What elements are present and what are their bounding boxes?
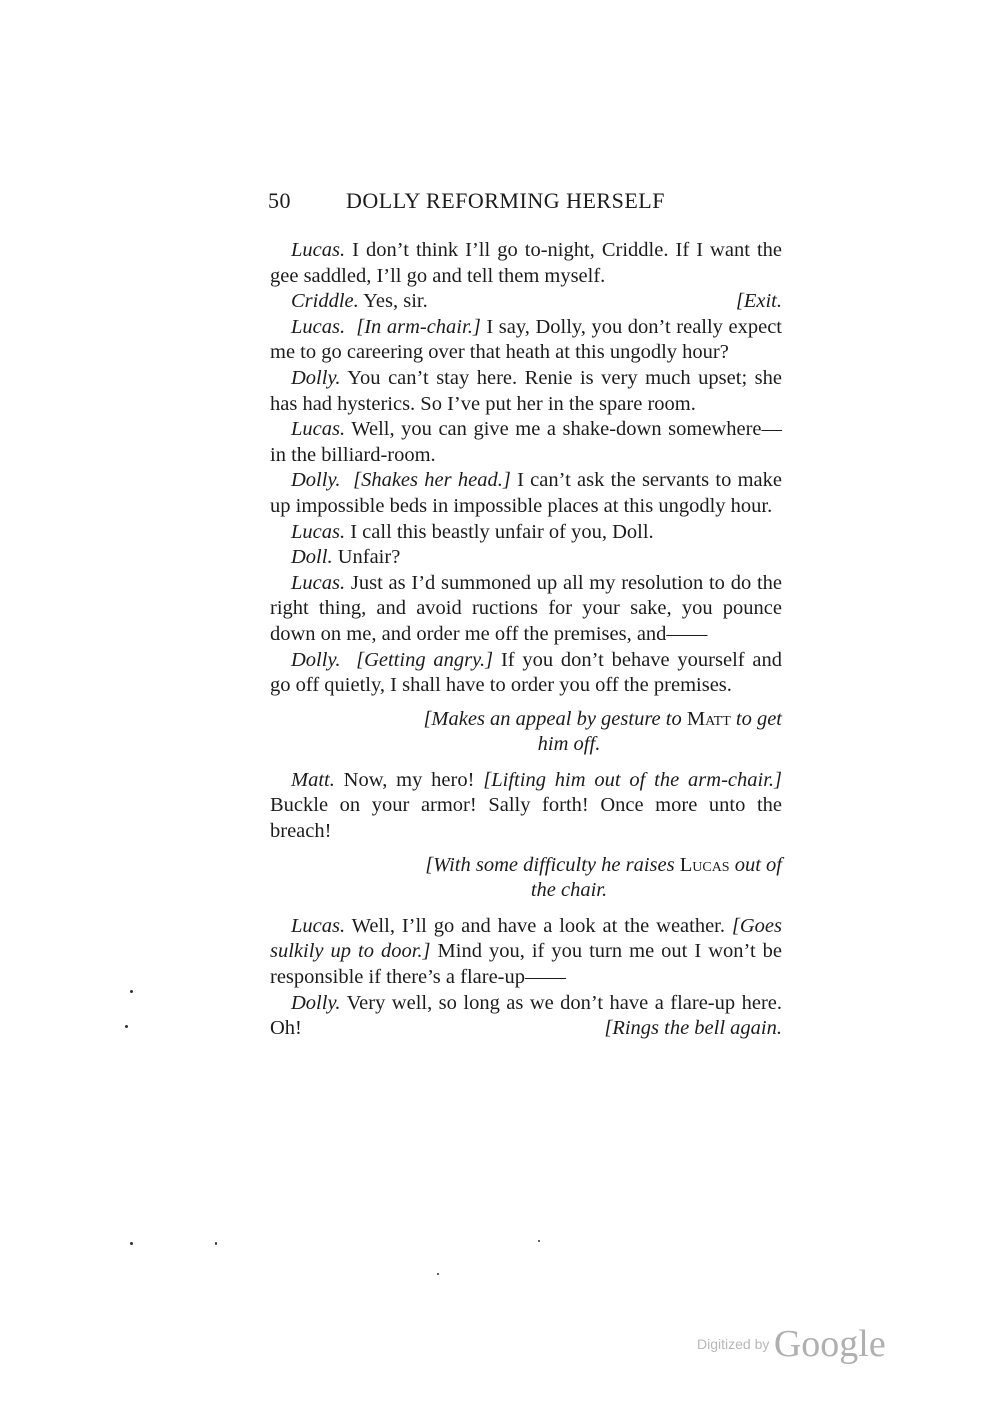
stage-direction-text: to get — [730, 707, 782, 730]
dialogue-line — [270, 914, 782, 991]
dialogue-text: Buckle on your armor! Sally forth! Once more unto the breach! — [270, 794, 782, 843]
speaker-name: Lucas. — [291, 315, 346, 338]
running-title: DOLLY REFORMING HERSELF — [346, 188, 665, 213]
speaker-name: Dolly. — [291, 366, 341, 389]
character-name: Lucas — [679, 853, 730, 876]
stage-direction-block — [356, 853, 782, 904]
page-number: 50 — [268, 188, 291, 213]
stage-direction: [Getting angry.] — [356, 648, 494, 671]
character-name: Matt — [686, 707, 731, 730]
speaker-name: Matt. — [291, 768, 335, 791]
dialogue-text: Now, my hero! — [334, 768, 484, 791]
dialogue-text: Mind you, if you turn me out I won’t be responsible if there’s a flare-up—— — [270, 940, 782, 989]
stage-direction: [Rings the bell again. — [604, 1017, 782, 1040]
dialogue-line — [270, 991, 782, 1042]
stage-direction-line — [356, 853, 782, 879]
scan-speck — [125, 1025, 128, 1028]
dialogue-line — [270, 520, 782, 546]
digitized-watermark — [697, 1322, 886, 1366]
scan-speck — [437, 1273, 439, 1275]
dialogue-text: Yes, sir. — [358, 290, 428, 313]
stage-direction-text: [Makes an appeal by gesture to — [423, 707, 687, 730]
stage-direction: [Exit. — [735, 290, 782, 313]
stage-direction-text: [With some difficulty he raises — [425, 853, 680, 876]
dialogue-text: If you don’t behave yourself and go off quietly, I shall have to order you off the premises. — [270, 648, 782, 697]
stage-direction: [Lifting him out of the arm-chair.] — [483, 768, 782, 791]
dialogue-line — [270, 768, 782, 845]
scan-speck — [538, 1240, 540, 1242]
stage-direction-line — [356, 707, 782, 733]
dialogue-text: Unfair? — [332, 546, 401, 569]
speaker-name: Doll. — [291, 546, 333, 569]
speaker-name: Dolly. — [291, 648, 341, 671]
dialogue-line — [270, 366, 782, 417]
stage-direction-text: out of — [729, 853, 782, 876]
dialogue-text: I don’t think I’ll go to-night, Criddle. If I want the gee saddled, I’ll go and tell them myself. — [270, 239, 782, 287]
speaker-name: Criddle. — [291, 290, 359, 313]
scan-speck — [130, 990, 133, 993]
dialogue-line — [270, 468, 782, 519]
dialogue-line — [270, 648, 782, 699]
speaker-name: Lucas. — [291, 418, 346, 441]
dialogue-line — [270, 417, 782, 468]
speaker-name: Lucas. — [291, 914, 346, 937]
scan-speck — [130, 1242, 133, 1245]
play-text — [270, 238, 782, 1042]
dialogue-line — [270, 315, 782, 366]
dialogue-text: I call this beastly unfair of you, Doll. — [345, 520, 654, 543]
speaker-name: Lucas. — [291, 520, 346, 543]
dialogue-text: You can’t stay here. Renie is very much upset; she has had hysterics. So I’ve put her in the spare room. — [270, 366, 782, 415]
stage-direction-block — [356, 707, 782, 758]
speaker-name: Dolly. — [291, 469, 341, 492]
stage-direction: [Shakes her head.] — [353, 469, 511, 492]
dialogue-text: Just as I’d summoned up all my resolution to do the right thing, and avoid ructions for your sake, you pounce down on me, and order me off the premises, and—— — [270, 571, 782, 645]
dialogue-line — [270, 238, 782, 289]
running-header — [268, 188, 783, 218]
speaker-name: Lucas. — [291, 239, 346, 261]
scan-speck — [215, 1242, 217, 1245]
stage-direction-line: him off. — [537, 733, 601, 756]
stage-direction-line: the chair. — [530, 879, 608, 902]
stage-direction: [Goes sulkily up to door.] — [270, 914, 782, 963]
dialogue-line — [270, 571, 782, 648]
dialogue-text: I can’t ask the servants to make up impossible beds in impossible places at this ungodly hour. — [270, 469, 783, 517]
speaker-name: Dolly. — [291, 991, 341, 1014]
watermark-prefix: Digitized by — [697, 1336, 770, 1352]
dialogue-text: Very well, so long as we don’t have a flare-up here. Oh! — [270, 991, 782, 1040]
dialogue-text: I say, Dolly, you don’t really expect me to go careering over that heath at this ungodly hour? — [270, 315, 782, 364]
stage-direction: [In arm-chair.] — [356, 315, 481, 338]
google-logo: Google — [773, 1323, 886, 1365]
dialogue-text: Well, I’ll go and have a look at the weather. — [345, 914, 732, 937]
speaker-name: Lucas. — [291, 571, 346, 594]
dialogue-text: Well, you can give me a shake-down somewhere—in the billiard-room. — [270, 418, 782, 466]
dialogue-line — [270, 289, 782, 315]
dialogue-line — [270, 545, 782, 571]
